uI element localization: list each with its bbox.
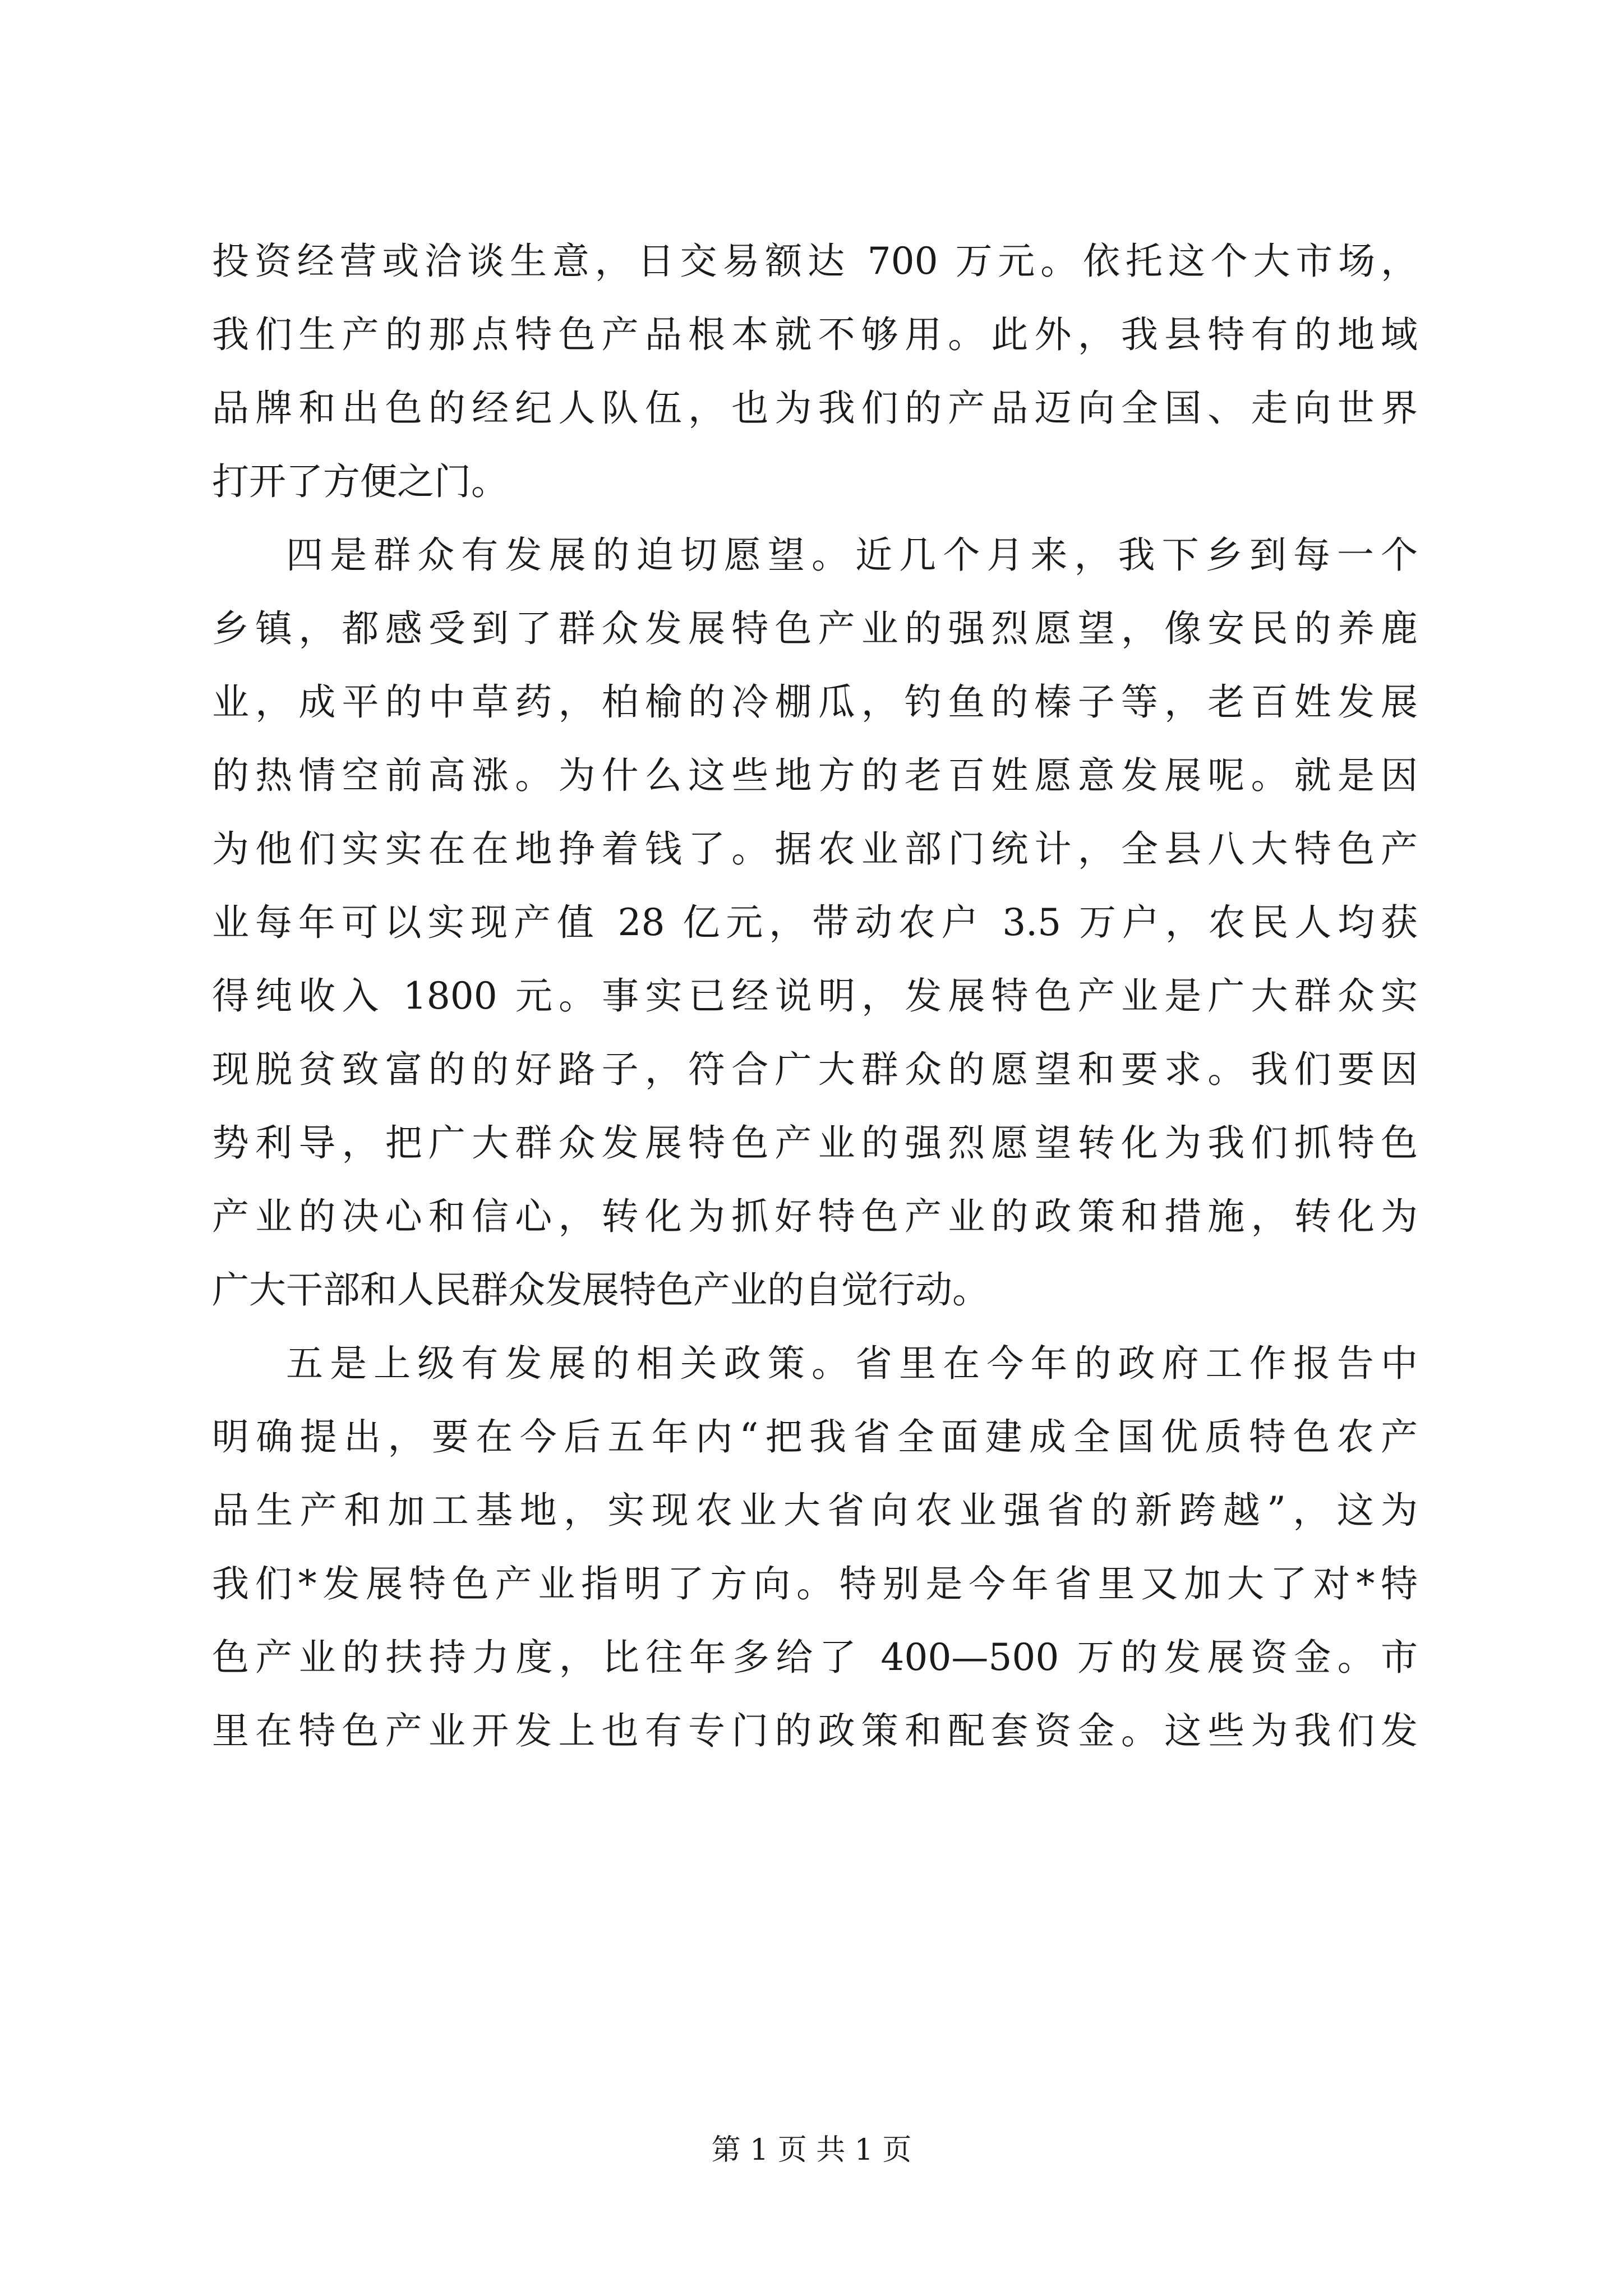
text-line: 里在特色产业开发上也有专门的政策和配套资金。这些为我们发 [212, 1709, 1418, 1752]
text-line: 品生产和加工基地，实现农业大省向农业强省的新跨越”，这为 [212, 1489, 1418, 1532]
text-line: 为他们实实在在地挣着钱了。据农业部门统计，全县八大特色产 [212, 827, 1418, 871]
text-line: 品牌和出色的经纪人队伍，也为我们的产品迈向全国、走向世界 [212, 386, 1418, 430]
paragraph [212, 1327, 1418, 1768]
text-line: 的热情空前高涨。为什么这些地方的老百姓愿意发展呢。就是因 [212, 754, 1418, 797]
text-line: 业，成平的中草药，柏榆的冷棚瓜，钓鱼的榛子等，老百姓发展 [212, 680, 1418, 724]
text-line: 广大干部和人民群众发展特色产业的自觉行动。 [212, 1268, 989, 1312]
text-line: 现脱贫致富的的好路子，符合广大群众的愿望和要求。我们要因 [212, 1048, 1418, 1091]
text-line: 乡镇，都感受到了群众发展特色产业的强烈愿望，像安民的养鹿 [212, 607, 1418, 650]
text-line: 业每年可以实现产值 28 亿元，带动农户 3.5 万户，农民人均获 [212, 901, 1418, 944]
text-line: 势利导，把广大群众发展特色产业的强烈愿望转化为我们抓特色 [212, 1121, 1418, 1165]
text-line: 五是上级有发展的相关政策。省里在今年的政府工作报告中 [286, 1342, 1418, 1385]
text-line: 四是群众有发展的迫切愿望。近几个月来，我下乡到每一个 [286, 533, 1418, 577]
text-line: 我们*发展特色产业指明了方向。特别是今年省里又加大了对*特 [212, 1562, 1418, 1605]
text-line: 我们生产的那点特色产品根本就不够用。此外，我县特有的地域 [212, 313, 1418, 356]
text-line: 色产业的扶持力度，比往年多给了 400—500 万的发展资金。市 [212, 1636, 1418, 1679]
paragraph [212, 518, 1418, 1327]
page-footer: 第 1 页 共 1 页 [711, 2133, 912, 2167]
text-line: 投资经营或洽谈生意，日交易额达 700 万元。依托这个大市场， [212, 240, 1418, 283]
text-line: 打开了方便之门。 [212, 460, 508, 503]
text-line: 产业的决心和信心，转化为抓好特色产业的政策和措施，转化为 [212, 1195, 1418, 1238]
text-line: 明确提出，要在今后五年内“把我省全面建成全国优质特色农产 [212, 1415, 1418, 1458]
paragraph [212, 224, 1418, 518]
text-line: 得纯收入 1800 元。事实已经说明，发展特色产业是广大群众实 [212, 974, 1418, 1018]
document-body [212, 224, 1418, 1768]
